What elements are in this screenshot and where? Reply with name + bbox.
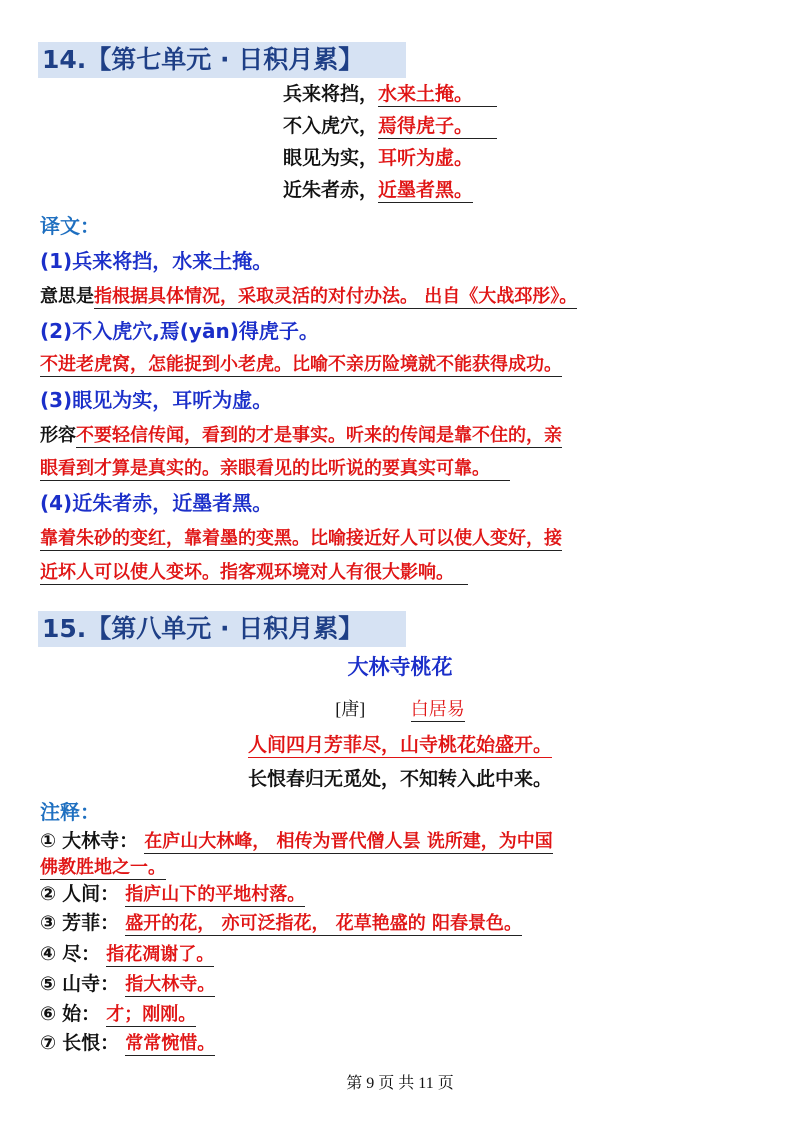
note-5: [40, 972, 215, 997]
idiom-line-4: [283, 178, 473, 202]
answer-text: 不进老虎窝，怎能捉到小老虎。比喻不亲历险境就不能获得成功。: [40, 354, 562, 375]
translation-q2: (2)不入虎穴,焉(yān)得虎子。: [40, 319, 319, 343]
note-number: ⑤: [40, 973, 57, 995]
translation-q4: (4)近朱者赤，近墨者黑。: [40, 491, 273, 515]
idiom-line-1: [283, 82, 497, 106]
note-1: [40, 829, 553, 854]
note-number: ⑦: [40, 1032, 57, 1054]
poem-line-2: 长恨春归无觅处，不知转入此中来。: [247, 768, 552, 790]
note-term: 山寺：: [62, 973, 120, 995]
idiom-line-2: [283, 114, 497, 138]
idiom-question: 眼见为实，: [283, 147, 379, 169]
note-4: [40, 942, 214, 967]
idiom-question: 不入虎穴，: [283, 115, 379, 137]
note-text: 指花凋谢了。: [106, 944, 215, 965]
section-14-title: 14.【第七单元 · 日积月累】: [38, 42, 406, 78]
note-text: 指大林寺。: [125, 974, 216, 995]
poem-line-1: [0, 733, 800, 757]
note-term: 芳菲：: [62, 912, 120, 934]
note-number: ①: [40, 830, 57, 852]
note-text: 常常惋惜。: [125, 1033, 216, 1054]
poem-title: 大林寺桃花: [347, 655, 453, 679]
note-text: 盛开的花， 亦可泛指花， 花草艳盛的 阳春景色。: [125, 913, 523, 934]
note-number: ③: [40, 912, 57, 934]
note-2: [40, 882, 305, 907]
poem-byline: [0, 697, 800, 722]
note-term: 人间：: [62, 883, 120, 905]
idiom-line-3: [283, 146, 473, 170]
translation-a1: [40, 285, 577, 309]
answer-text: 靠着朱砂的变红，靠着墨的变黑。比喻接近好人可以使人变好，接: [40, 528, 562, 549]
translation-a3-line1: [40, 424, 562, 448]
note-number: ④: [40, 943, 57, 965]
note-term: 大林寺：: [62, 830, 139, 852]
note-number: ②: [40, 883, 57, 905]
note-text: 指庐山下的平地村落。: [125, 884, 306, 905]
note-term: 长恨：: [62, 1032, 120, 1054]
translation-a3-line2: [40, 457, 510, 481]
poem-line-1-text: 人间四月芳菲尽，山寺桃花始盛开。: [247, 734, 552, 756]
translation-q1: (1)兵来将挡，水来土掩。: [40, 249, 273, 273]
poem-dynasty: [唐]: [335, 699, 366, 719]
notes-label: 注释：: [40, 800, 100, 824]
idiom-answer: 耳听为虚。: [378, 147, 474, 169]
answer-prefix: 形容: [40, 425, 76, 446]
note-number: ⑥: [40, 1003, 57, 1025]
answer-text: 不要轻信传闻，看到的才是事实。听来的传闻是靠不住的，亲: [76, 425, 562, 446]
note-text-cont: 佛教胜地之一。: [40, 857, 166, 878]
section-15-title: 15.【第八单元 · 日积月累】: [38, 611, 406, 647]
idiom-question: 近朱者赤，: [283, 179, 379, 201]
note-text: 在庐山大林峰， 相传为晋代僧人昙 诜所建，为中国: [144, 831, 553, 852]
page-footer: 第 9 页 共 11 页: [346, 1075, 454, 1092]
idiom-question: 兵来将挡，: [283, 83, 379, 105]
note-term: 始：: [62, 1003, 101, 1025]
note-3: [40, 911, 522, 936]
note-1-continued: [40, 856, 166, 880]
translation-a4-line1: [40, 527, 562, 551]
translation-q3: (3)眼见为实，耳听为虚。: [40, 388, 273, 412]
answer-text: 指根据具体情况，采取灵活的对付办法。 出自《大战邳彤》。: [94, 286, 578, 307]
idiom-answer: 近墨者黑。: [378, 179, 474, 201]
idiom-answer: 焉得虎子。: [378, 115, 497, 139]
translation-a4-line2: [40, 561, 468, 585]
note-term: 尽：: [62, 943, 101, 965]
answer-prefix: 意思是: [40, 286, 94, 307]
poem-author: 白居易: [410, 699, 465, 720]
note-7: [40, 1031, 215, 1056]
answer-text: 眼看到才算是真实的。亲眼看见的比听说的要真实可靠。: [40, 458, 510, 481]
translation-a2: [40, 353, 562, 377]
note-text: 才；刚刚。: [106, 1004, 197, 1025]
answer-text: 近坏人可以使人变坏。指客观环境对人有很大影响。: [40, 562, 468, 585]
translation-label: 译文：: [40, 214, 100, 238]
note-6: [40, 1002, 196, 1027]
idiom-answer: 水来土掩。: [378, 83, 497, 107]
